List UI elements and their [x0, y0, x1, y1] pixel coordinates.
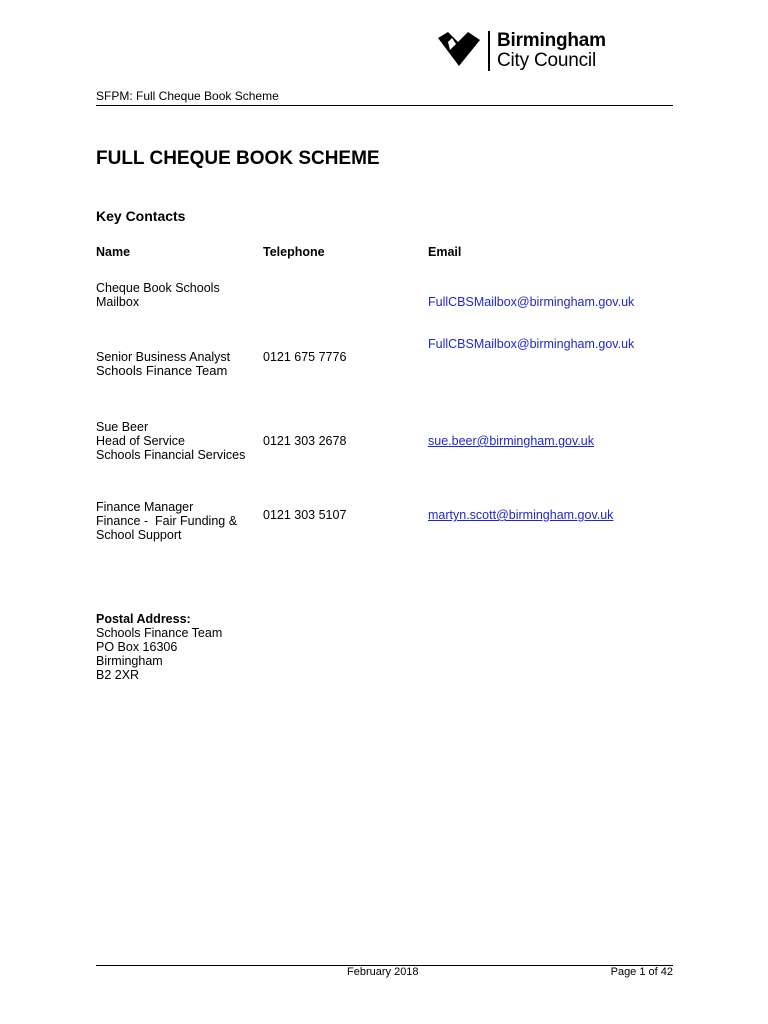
column-header-telephone: Telephone — [263, 245, 325, 259]
contact-phone-senior-analyst: 0121 675 7776 — [263, 350, 347, 364]
running-header: SFPM: Full Cheque Book Scheme — [96, 89, 279, 103]
logo-line-1: Birmingham — [497, 30, 606, 51]
contact-phone-sue-beer: 0121 303 2678 — [263, 434, 347, 448]
footer-page-number: Page 1 of 42 — [610, 966, 673, 978]
logo-line-2: City Council — [497, 50, 596, 71]
postal-line: B2 2XR — [96, 668, 140, 682]
postal-line: PO Box 16306 — [96, 640, 178, 654]
contact-email-mailbox[interactable]: FullCBSMailbox@birmingham.gov.uk — [428, 295, 635, 309]
column-header-email: Email — [428, 245, 462, 259]
contact-email-finance-manager[interactable]: martyn.scott@birmingham.gov.uk — [428, 508, 614, 522]
logo-divider — [488, 31, 490, 71]
heart-logo-icon — [436, 30, 482, 68]
column-header-name: Name — [96, 245, 131, 259]
contact-name-mailbox: Cheque Book Schools Mailbox — [96, 281, 220, 309]
postal-line: Schools Finance Team — [96, 626, 223, 640]
contact-name-sue-beer: Sue Beer Head of Service Schools Financial Services — [96, 420, 246, 462]
contact-email-sue-beer[interactable]: sue.beer@birmingham.gov.uk — [428, 434, 595, 448]
contact-name-senior-analyst: Senior Business Analyst Schools Finance Team — [96, 350, 231, 378]
postal-line: Birmingham — [96, 654, 163, 668]
birmingham-city-council-logo — [432, 26, 628, 76]
contact-phone-finance-manager: 0121 303 5107 — [263, 508, 347, 522]
header-rule — [96, 105, 673, 106]
postal-address — [96, 612, 222, 682]
document-title: FULL CHEQUE BOOK SCHEME — [96, 148, 380, 169]
contact-email-senior-analyst[interactable]: FullCBSMailbox@birmingham.gov.uk — [428, 337, 635, 351]
postal-address-label: Postal Address: — [96, 612, 191, 626]
footer-date: February 2018 — [347, 966, 419, 978]
key-contacts-heading: Key Contacts — [96, 208, 186, 224]
contact-name-finance-manager: Finance Manager Finance - Fair Funding & School Support — [96, 500, 238, 542]
